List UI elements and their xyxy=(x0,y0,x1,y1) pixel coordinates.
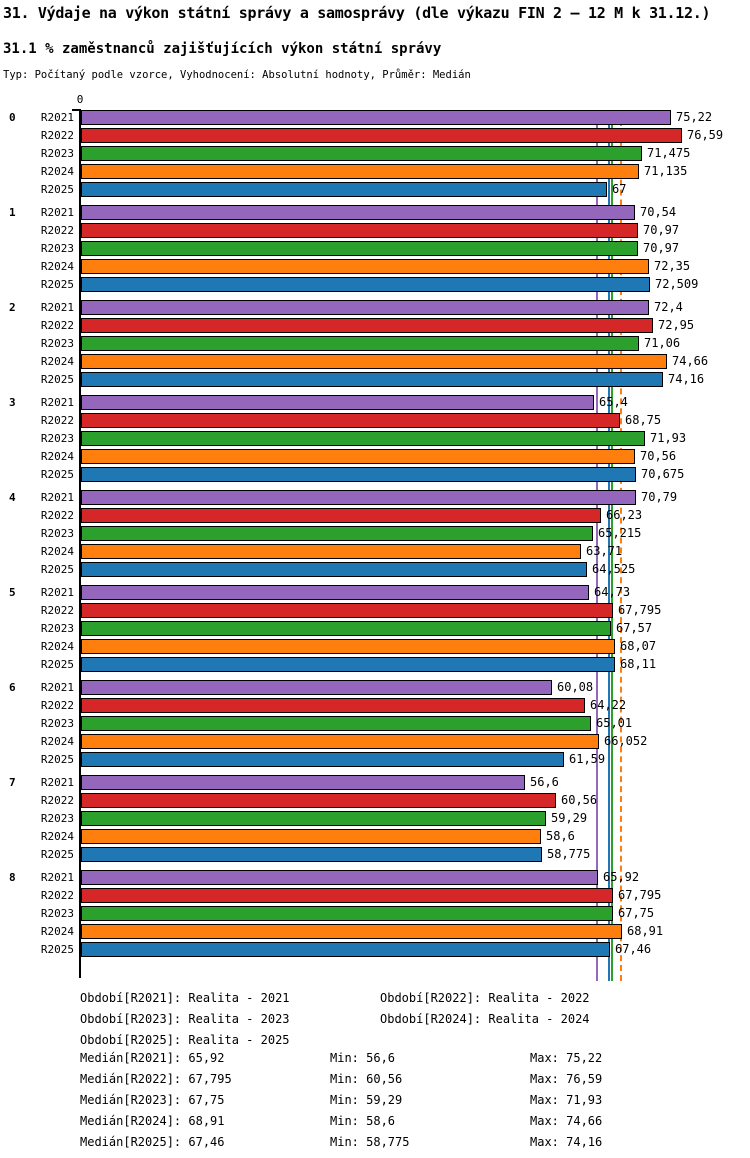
median-stat-r2023: Medián[R2023]: 67,75 xyxy=(80,1093,225,1107)
chart-row xyxy=(0,621,750,636)
group-label: 3 xyxy=(9,396,16,409)
bar-value-label: 67 xyxy=(612,182,627,196)
bar-value-label: 75,22 xyxy=(676,110,713,124)
series-label: R2024 xyxy=(40,355,74,368)
chart-row xyxy=(0,698,750,713)
max-stat-r2022: Max: 76,59 xyxy=(530,1072,603,1086)
series-label: R2025 xyxy=(40,943,74,956)
series-label: R2022 xyxy=(40,414,74,427)
bar-6-r2023 xyxy=(81,716,591,731)
group-label: 1 xyxy=(9,206,16,219)
chart-meta-line: Typ: Počítaný podle vzorce, Vyhodnocení: Absolutní hodnoty, Průměr: Medián xyxy=(3,69,471,81)
bar-7-r2024 xyxy=(81,829,541,844)
max-stat-r2021: Max: 75,22 xyxy=(530,1051,603,1065)
chart-row xyxy=(0,300,750,315)
series-label: R2023 xyxy=(40,622,74,635)
chart-row xyxy=(0,182,750,197)
bar-group-1 xyxy=(0,205,750,292)
bar-value-label: 61,59 xyxy=(569,752,606,766)
chart-row xyxy=(0,639,750,654)
bar-value-label: 74,16 xyxy=(668,372,705,386)
bar-group-7 xyxy=(0,775,750,862)
bar-value-label: 72,35 xyxy=(654,259,691,273)
series-label: R2022 xyxy=(40,699,74,712)
bar-6-r2022 xyxy=(81,698,585,713)
group-label: 4 xyxy=(9,491,16,504)
bar-value-label: 68,91 xyxy=(627,924,664,938)
bar-value-label: 60,08 xyxy=(557,680,594,694)
series-label: R2024 xyxy=(40,165,74,178)
bar-5-r2022 xyxy=(81,603,613,618)
chart-row xyxy=(0,793,750,808)
chart-row xyxy=(0,241,750,256)
bar-value-label: 58,775 xyxy=(547,847,591,861)
series-label: R2022 xyxy=(40,224,74,237)
series-label: R2024 xyxy=(40,925,74,938)
bar-value-label: 71,06 xyxy=(644,336,681,350)
chart-row xyxy=(0,354,750,369)
bar-2-r2023 xyxy=(81,336,639,351)
min-stat-r2024: Min: 58,6 xyxy=(330,1114,396,1128)
chart-row xyxy=(0,164,750,179)
max-stat-r2023: Max: 71,93 xyxy=(530,1093,603,1107)
series-label: R2023 xyxy=(40,432,74,445)
bar-1-r2021 xyxy=(81,205,635,220)
group-label: 0 xyxy=(9,111,16,124)
chart-row xyxy=(0,110,750,125)
chart-row xyxy=(0,716,750,731)
chart-row xyxy=(0,829,750,844)
bar-1-r2025 xyxy=(81,277,650,292)
median-stat-r2022: Medián[R2022]: 67,795 xyxy=(80,1072,232,1086)
bar-6-r2025 xyxy=(81,752,564,767)
series-label: R2022 xyxy=(40,509,74,522)
bar-value-label: 65,92 xyxy=(603,870,640,884)
bar-value-label: 67,795 xyxy=(618,603,662,617)
bar-value-label: 67,57 xyxy=(616,621,653,635)
series-label: R2024 xyxy=(40,830,74,843)
series-label: R2021 xyxy=(40,491,74,504)
series-label: R2023 xyxy=(40,907,74,920)
bar-4-r2022 xyxy=(81,508,601,523)
bar-value-label: 65,01 xyxy=(596,716,633,730)
chart-row xyxy=(0,467,750,482)
bar-value-label: 66,23 xyxy=(606,508,643,522)
min-stat-r2021: Min: 56,6 xyxy=(330,1051,396,1065)
bar-value-label: 70,79 xyxy=(641,490,678,504)
bar-group-8 xyxy=(0,870,750,957)
bar-8-r2022 xyxy=(81,888,613,903)
series-label: R2025 xyxy=(40,468,74,481)
bar-value-label: 70,675 xyxy=(641,467,685,481)
bar-5-r2025 xyxy=(81,657,615,672)
bar-2-r2025 xyxy=(81,372,663,387)
bar-7-r2023 xyxy=(81,811,546,826)
x-axis-origin-label: 0 xyxy=(76,93,84,106)
bar-value-label: 64,22 xyxy=(590,698,627,712)
bar-2-r2021 xyxy=(81,300,649,315)
series-label: R2024 xyxy=(40,735,74,748)
chart-row xyxy=(0,490,750,505)
series-label: R2023 xyxy=(40,337,74,350)
chart-row xyxy=(0,888,750,903)
max-stat-r2025: Max: 74,16 xyxy=(530,1135,603,1149)
bar-group-2 xyxy=(0,300,750,387)
series-label: R2023 xyxy=(40,812,74,825)
bar-value-label: 67,795 xyxy=(618,888,662,902)
bar-value-label: 63,71 xyxy=(586,544,623,558)
chart-row xyxy=(0,146,750,161)
chart-row xyxy=(0,128,750,143)
bar-6-r2024 xyxy=(81,734,599,749)
bar-value-label: 71,475 xyxy=(647,146,691,160)
chart-row xyxy=(0,811,750,826)
series-label: R2022 xyxy=(40,129,74,142)
bar-0-r2025 xyxy=(81,182,607,197)
bar-group-0 xyxy=(0,110,750,197)
chart-row xyxy=(0,942,750,957)
chart-row xyxy=(0,847,750,862)
series-label: R2025 xyxy=(40,183,74,196)
series-label: R2021 xyxy=(40,206,74,219)
chart-row xyxy=(0,318,750,333)
series-label: R2025 xyxy=(40,848,74,861)
series-label: R2025 xyxy=(40,563,74,576)
chart-row xyxy=(0,223,750,238)
chart-row xyxy=(0,259,750,274)
group-label: 2 xyxy=(9,301,16,314)
chart-row xyxy=(0,585,750,600)
chart-row xyxy=(0,680,750,695)
bar-1-r2024 xyxy=(81,259,649,274)
bar-value-label: 70,54 xyxy=(640,205,677,219)
chart-row xyxy=(0,277,750,292)
chart-row xyxy=(0,413,750,428)
series-label: R2021 xyxy=(40,396,74,409)
bar-group-4 xyxy=(0,490,750,577)
legend-item-r2024: Období[R2024]: Realita - 2024 xyxy=(380,1012,590,1026)
bar-0-r2022 xyxy=(81,128,682,143)
series-label: R2021 xyxy=(40,111,74,124)
series-label: R2021 xyxy=(40,586,74,599)
bar-4-r2025 xyxy=(81,562,587,577)
bar-3-r2022 xyxy=(81,413,620,428)
bar-0-r2024 xyxy=(81,164,639,179)
bar-value-label: 65,4 xyxy=(599,395,628,409)
chart-row xyxy=(0,372,750,387)
bar-3-r2025 xyxy=(81,467,636,482)
bar-value-label: 56,6 xyxy=(530,775,559,789)
series-label: R2021 xyxy=(40,681,74,694)
series-label: R2025 xyxy=(40,278,74,291)
legend-item-r2021: Období[R2021]: Realita - 2021 xyxy=(80,991,290,1005)
chart-row xyxy=(0,657,750,672)
min-stat-r2022: Min: 60,56 xyxy=(330,1072,403,1086)
legend-item-r2023: Období[R2023]: Realita - 2023 xyxy=(80,1012,290,1026)
legend-item-r2025: Období[R2025]: Realita - 2025 xyxy=(80,1033,290,1047)
series-label: R2023 xyxy=(40,717,74,730)
series-label: R2021 xyxy=(40,301,74,314)
bar-group-3 xyxy=(0,395,750,482)
chart-row xyxy=(0,906,750,921)
bar-1-r2023 xyxy=(81,241,638,256)
bar-5-r2023 xyxy=(81,621,611,636)
min-stat-r2023: Min: 59,29 xyxy=(330,1093,403,1107)
series-label: R2023 xyxy=(40,147,74,160)
bar-value-label: 72,95 xyxy=(658,318,695,332)
chart-row xyxy=(0,431,750,446)
legend-item-r2022: Období[R2022]: Realita - 2022 xyxy=(380,991,590,1005)
bar-value-label: 70,97 xyxy=(643,241,680,255)
bar-value-label: 71,93 xyxy=(650,431,687,445)
bar-7-r2021 xyxy=(81,775,525,790)
series-label: R2024 xyxy=(40,545,74,558)
group-label: 7 xyxy=(9,776,16,789)
bar-value-label: 66,052 xyxy=(604,734,648,748)
bar-value-label: 72,4 xyxy=(654,300,683,314)
bar-5-r2024 xyxy=(81,639,615,654)
chart-row xyxy=(0,395,750,410)
bar-4-r2023 xyxy=(81,526,593,541)
bar-value-label: 67,46 xyxy=(615,942,652,956)
bar-3-r2021 xyxy=(81,395,594,410)
series-label: R2024 xyxy=(40,450,74,463)
page-title: 31. Výdaje na výkon státní správy a samosprávy (dle výkazu FIN 2 – 12 M k 31.12.) xyxy=(3,4,711,22)
bar-value-label: 64,73 xyxy=(594,585,631,599)
chart-area xyxy=(0,110,750,965)
median-stat-r2021: Medián[R2021]: 65,92 xyxy=(80,1051,225,1065)
bar-2-r2022 xyxy=(81,318,653,333)
bar-0-r2021 xyxy=(81,110,671,125)
series-label: R2025 xyxy=(40,658,74,671)
bar-value-label: 72,509 xyxy=(655,277,699,291)
bar-value-label: 76,59 xyxy=(687,128,724,142)
series-label: R2021 xyxy=(40,871,74,884)
bar-group-5 xyxy=(0,585,750,672)
series-label: R2025 xyxy=(40,753,74,766)
min-stat-r2025: Min: 58,775 xyxy=(330,1135,410,1149)
series-label: R2021 xyxy=(40,776,74,789)
chart-row xyxy=(0,526,750,541)
bar-3-r2023 xyxy=(81,431,645,446)
series-label: R2022 xyxy=(40,319,74,332)
group-label: 5 xyxy=(9,586,16,599)
bar-value-label: 70,97 xyxy=(643,223,680,237)
bar-3-r2024 xyxy=(81,449,635,464)
chart-row xyxy=(0,562,750,577)
chart-row xyxy=(0,205,750,220)
bar-value-label: 65,215 xyxy=(598,526,642,540)
series-label: R2025 xyxy=(40,373,74,386)
bar-8-r2021 xyxy=(81,870,598,885)
median-stat-r2025: Medián[R2025]: 67,46 xyxy=(80,1135,225,1149)
bar-1-r2022 xyxy=(81,223,638,238)
chart-row xyxy=(0,924,750,939)
bar-2-r2024 xyxy=(81,354,667,369)
chart-row xyxy=(0,508,750,523)
bar-8-r2024 xyxy=(81,924,622,939)
bar-value-label: 58,6 xyxy=(546,829,575,843)
chart-row xyxy=(0,603,750,618)
bar-4-r2024 xyxy=(81,544,581,559)
group-label: 8 xyxy=(9,871,16,884)
series-label: R2022 xyxy=(40,794,74,807)
chart-row xyxy=(0,870,750,885)
y-axis-line xyxy=(79,110,81,978)
chart-row xyxy=(0,449,750,464)
bar-0-r2023 xyxy=(81,146,642,161)
bar-value-label: 67,75 xyxy=(618,906,655,920)
chart-row xyxy=(0,336,750,351)
bar-7-r2025 xyxy=(81,847,542,862)
bar-5-r2021 xyxy=(81,585,589,600)
chart-title: 31.1 % zaměstnanců zajišťujících výkon státní správy xyxy=(3,41,442,57)
series-label: R2024 xyxy=(40,640,74,653)
bar-4-r2021 xyxy=(81,490,636,505)
bar-value-label: 68,75 xyxy=(625,413,662,427)
bar-8-r2023 xyxy=(81,906,613,921)
series-label: R2023 xyxy=(40,242,74,255)
bar-value-label: 70,56 xyxy=(640,449,677,463)
bar-6-r2021 xyxy=(81,680,552,695)
series-label: R2022 xyxy=(40,889,74,902)
chart-row xyxy=(0,734,750,749)
bar-value-label: 74,66 xyxy=(672,354,709,368)
bar-value-label: 71,135 xyxy=(644,164,688,178)
bar-7-r2022 xyxy=(81,793,556,808)
series-label: R2022 xyxy=(40,604,74,617)
bar-value-label: 68,11 xyxy=(620,657,657,671)
median-stat-r2024: Medián[R2024]: 68,91 xyxy=(80,1114,225,1128)
bar-8-r2025 xyxy=(81,942,610,957)
group-label: 6 xyxy=(9,681,16,694)
chart-row xyxy=(0,775,750,790)
series-label: R2024 xyxy=(40,260,74,273)
bar-value-label: 68,07 xyxy=(620,639,657,653)
bar-value-label: 59,29 xyxy=(551,811,588,825)
series-label: R2023 xyxy=(40,527,74,540)
max-stat-r2024: Max: 74,66 xyxy=(530,1114,603,1128)
bar-value-label: 64,525 xyxy=(592,562,636,576)
chart-row xyxy=(0,752,750,767)
bar-value-label: 60,56 xyxy=(561,793,598,807)
bar-group-6 xyxy=(0,680,750,767)
chart-row xyxy=(0,544,750,559)
